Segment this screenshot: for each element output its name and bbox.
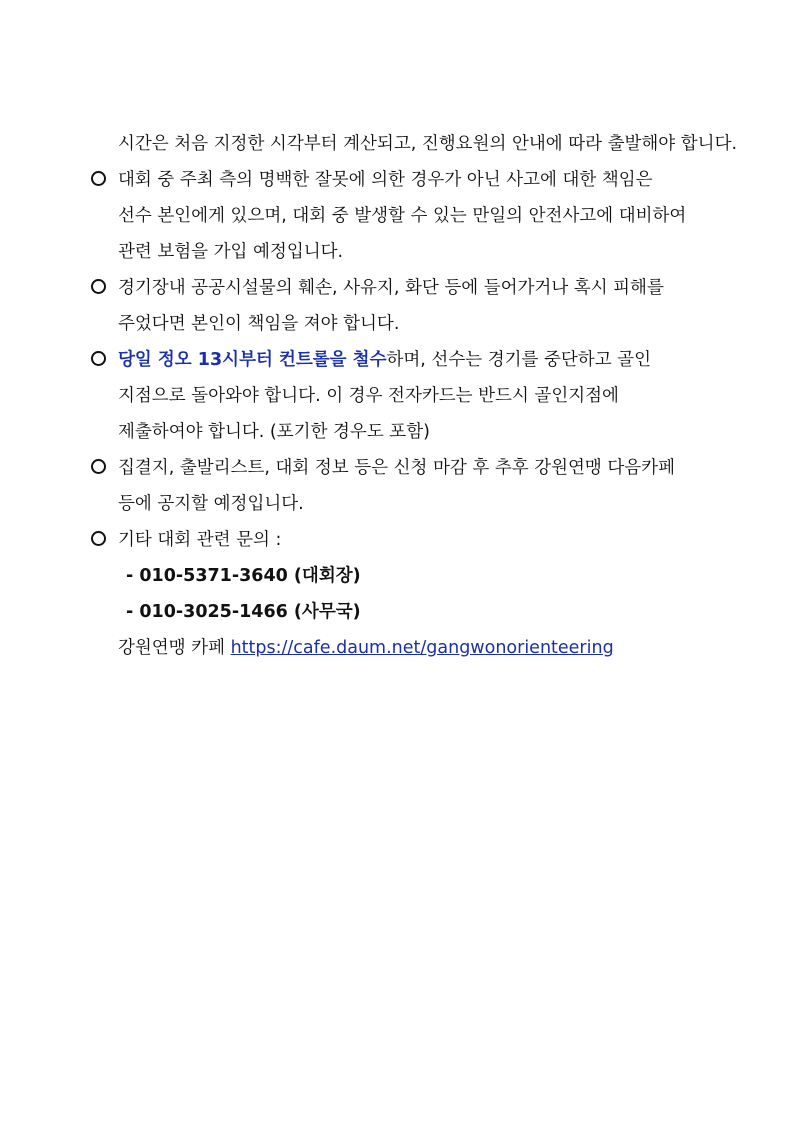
notice-body: [88, 128, 738, 668]
cafe-link[interactable]: https://cafe.daum.net/gangwonorienteering: [230, 638, 614, 658]
contact-role: (대회장): [293, 566, 361, 586]
contact-line-office: [88, 596, 728, 632]
line-text: 대회 중 주최 측의 명백한 잘못에 의한 경우가 아닌 사고에 대한 책임은: [118, 170, 653, 190]
hollow-circle-bullet-icon: [88, 344, 118, 376]
link-label: 강원연맹 카페: [118, 638, 231, 658]
paragraph-line: [88, 308, 728, 344]
paragraph-line: [88, 488, 728, 524]
line-text: 경기장내 공공시설물의 훼손, 사유지, 화단 등에 들어가거나 혹시 피해를: [118, 278, 664, 298]
paragraph-line: [88, 416, 728, 452]
bullet-item-liability: [88, 164, 728, 200]
paragraph-line: [88, 380, 728, 416]
highlighted-text: 당일 정오 13시부터 컨트롤을 철수: [118, 350, 387, 370]
phone-number: - 010-3025-1466: [126, 602, 294, 622]
line-text: 선수 본인에게 있으며, 대회 중 발생할 수 있는 만일의 안전사고에 대비하여: [118, 206, 687, 226]
line-text: 하며, 선수는 경기를 중단하고 골인: [386, 350, 651, 370]
line-text: 지점으로 돌아와야 합니다. 이 경우 전자카드는 반드시 골인지점에: [118, 386, 619, 406]
line-text: 집결지, 출발리스트, 대회 정보 등은 신청 마감 후 추후 강원연맹 다음카페: [118, 458, 675, 478]
bullet-item-announcement: [88, 452, 728, 488]
hollow-circle-bullet-icon: [88, 524, 118, 556]
line-text: 시간은 처음 지정한 시각부터 계산되고, 진행요원의 안내에 따라 출발해야 합니다.: [118, 134, 738, 154]
cafe-link-line: [88, 632, 728, 668]
contact-role: (사무국): [293, 602, 361, 622]
paragraph-line: [88, 236, 728, 272]
line-text: 기타 대회 관련 문의 :: [118, 530, 282, 550]
bullet-item-damage: [88, 272, 728, 308]
line-text: 제출하여야 합니다. (포기한 경우도 포함): [118, 422, 430, 442]
paragraph-line: [88, 128, 738, 164]
contact-line-chair: [88, 560, 728, 596]
line-text: 관련 보험을 가입 예정입니다.: [118, 242, 344, 262]
hollow-circle-bullet-icon: [88, 164, 118, 196]
bullet-item-contact: [88, 524, 728, 560]
line-text: 등에 공지할 예정입니다.: [118, 494, 304, 514]
paragraph-line: [88, 200, 728, 236]
hollow-circle-bullet-icon: [88, 452, 118, 484]
bullet-item-control-removal: [88, 344, 728, 380]
line-text: 주었다면 본인이 책임을 져야 합니다.: [118, 314, 400, 334]
hollow-circle-bullet-icon: [88, 272, 118, 304]
phone-number: - 010-5371-3640: [126, 566, 294, 586]
